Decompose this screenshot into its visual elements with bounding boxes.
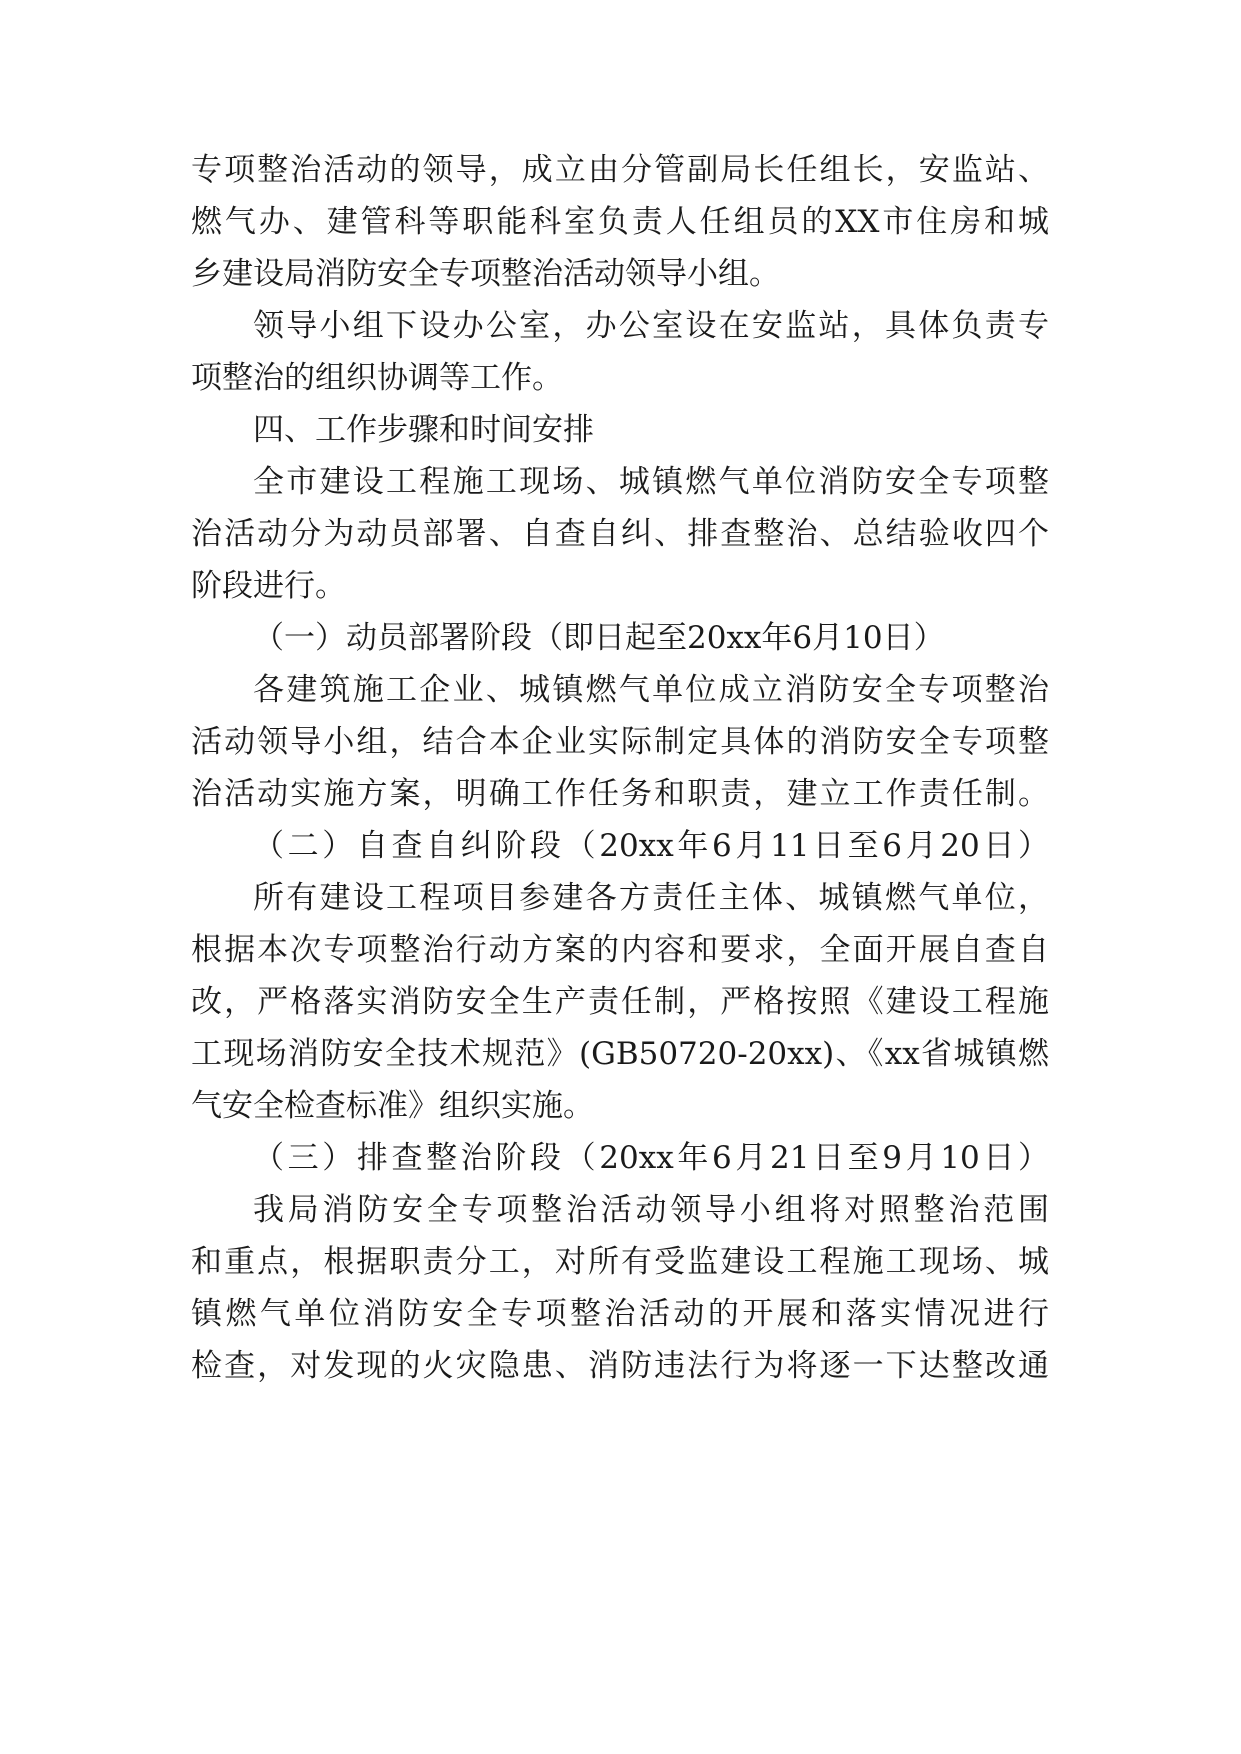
- paragraph-line: 工现场消防安全技术规范》(GB50720-20xx)、《xx省城镇燃: [191, 1036, 1049, 1072]
- paragraph-line: 镇燃气单位消防安全专项整治活动的开展和落实情况进行: [191, 1296, 1049, 1332]
- paragraph-line: 治活动分为动员部署、自查自纠、排查整治、总结验收四个: [191, 516, 1049, 552]
- paragraph-line: 燃气办、建管科等职能科室负责人任组员的XX市住房和城: [191, 204, 1049, 240]
- paragraph-line: 全市建设工程施工现场、城镇燃气单位消防安全专项整: [253, 464, 1049, 500]
- paragraph-line: 乡建设局消防安全专项整治活动领导小组。: [191, 256, 780, 292]
- subsection-heading: （二）自查自纠阶段（20xx年6月11日至6月20日）: [253, 828, 1049, 864]
- paragraph-line: 根据本次专项整治行动方案的内容和要求，全面开展自查自: [191, 932, 1049, 968]
- paragraph-line: 检查，对发现的火灾隐患、消防违法行为将逐一下达整改通: [191, 1348, 1049, 1384]
- paragraph-line: 所有建设工程项目参建各方责任主体、城镇燃气单位，: [253, 880, 1049, 916]
- paragraph-line: 阶段进行。: [191, 568, 346, 604]
- paragraph-line: 治活动实施方案，明确工作任务和职责，建立工作责任制。: [191, 776, 1049, 812]
- paragraph-line: 专项整治活动的领导，成立由分管副局长任组长，安监站、: [191, 152, 1049, 188]
- paragraph-line: 我局消防安全专项整治活动领导小组将对照整治范围: [253, 1192, 1049, 1228]
- paragraph-line: 活动领导小组，结合本企业实际制定具体的消防安全专项整: [191, 724, 1049, 760]
- paragraph-line: 各建筑施工企业、城镇燃气单位成立消防安全专项整治: [253, 672, 1049, 708]
- paragraph-line: 项整治的组织协调等工作。: [191, 360, 563, 396]
- paragraph-line: 和重点，根据职责分工，对所有受监建设工程施工现场、城: [191, 1244, 1049, 1280]
- paragraph-line: 领导小组下设办公室，办公室设在安监站，具体负责专: [253, 308, 1049, 344]
- paragraph-line: 改，严格落实消防安全生产责任制，严格按照《建设工程施: [191, 984, 1049, 1020]
- subsection-heading: （三）排查整治阶段（20xx年6月21日至9月10日）: [253, 1140, 1049, 1176]
- subsection-heading: （一）动员部署阶段（即日起至20xx年6月10日）: [253, 620, 945, 656]
- paragraph-line: 气安全检查标准》组织实施。: [191, 1088, 594, 1124]
- section-heading: 四、工作步骤和时间安排: [253, 412, 594, 448]
